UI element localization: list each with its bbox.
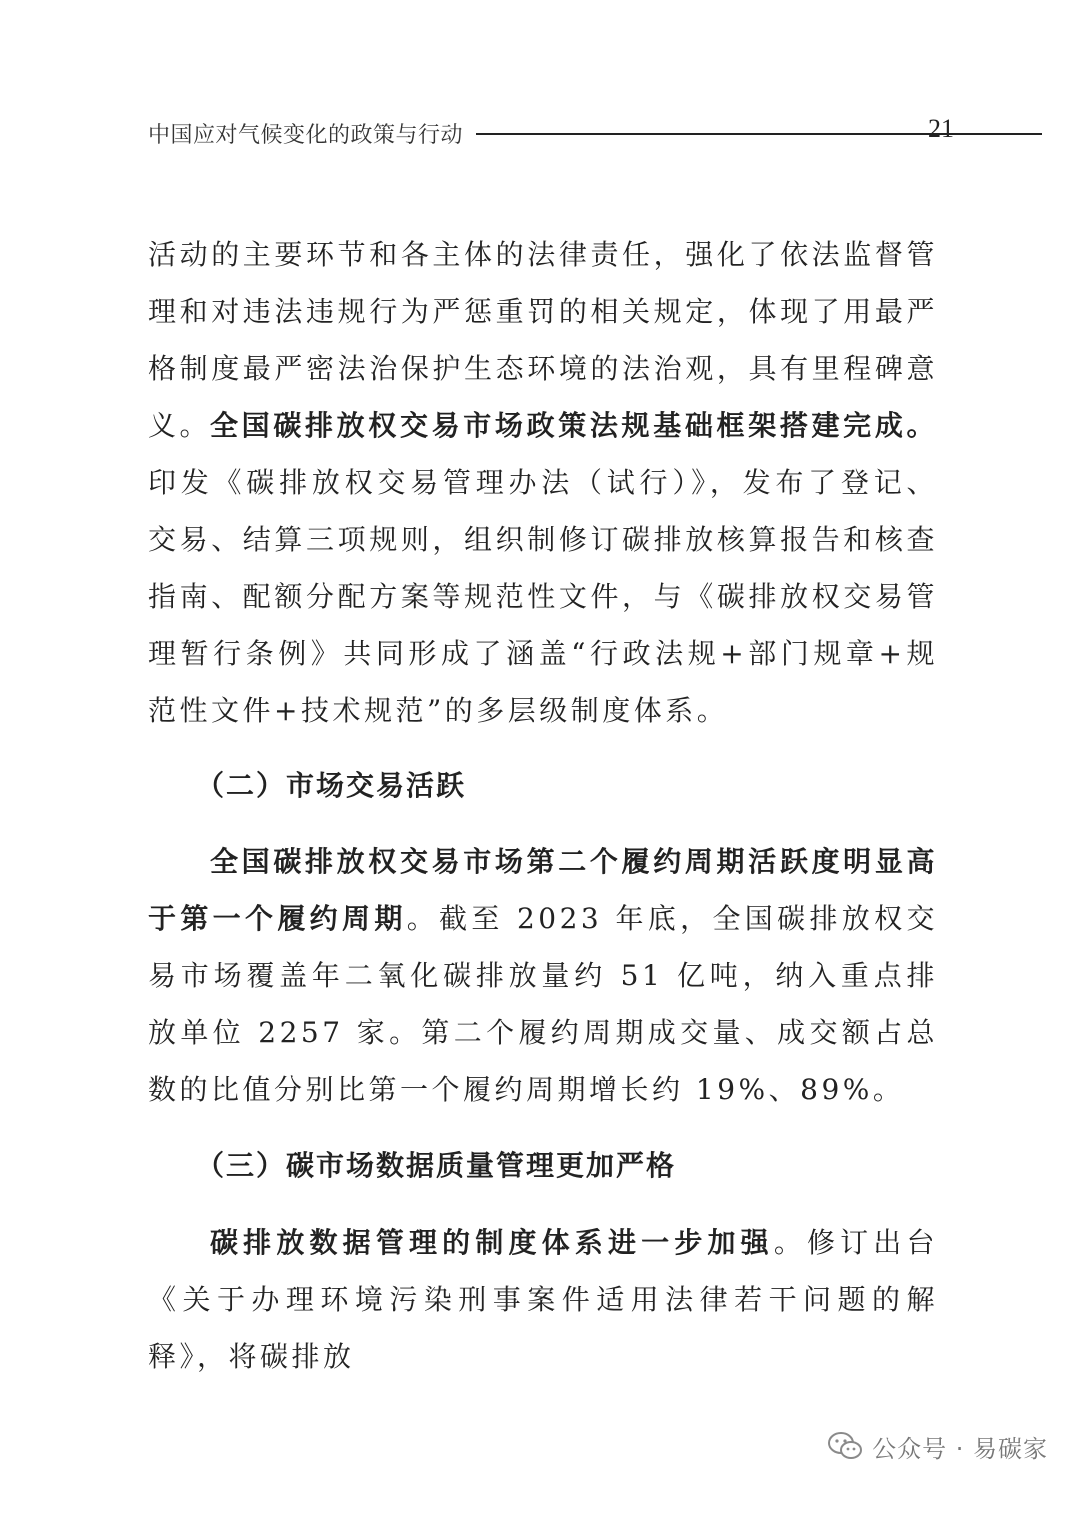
paragraph-2 <box>148 397 938 739</box>
paragraph-2-lead: 全国碳排放权交易市场政策法规基础框架搭建完成。 <box>210 409 938 442</box>
paragraph-4-body: 。修订出台《关于办理环境污染刑事案件适用法律若干问题的解释》，将碳排放 <box>148 1226 938 1373</box>
running-title: 中国应对气候变化的政策与行动 <box>148 123 464 148</box>
section-heading-2: （二）市场交易活跃 <box>196 769 467 802</box>
paragraph-1: 活动的主要环节和各主体的法律责任，强化了依法监督管理和对违法违规行为严惩重罚的相关规定，体现了用最严格制度最严密法治保护生态环境的法治观，具有里程碑意义。 <box>148 238 938 442</box>
header-rule <box>476 133 1042 135</box>
paragraph-3 <box>148 833 938 1118</box>
page-number: 21 <box>928 114 954 143</box>
section-heading-3: （三）碳市场数据质量管理更加严格 <box>196 1149 677 1182</box>
page-header <box>148 112 958 156</box>
paragraph-3-lead: 全国碳排放权交易市场第二个履约周期活跃度明显高于第一个履约周期 <box>148 845 938 935</box>
paragraph-4-lead: 碳排放数据管理的制度体系进一步加强 <box>210 1226 774 1259</box>
paragraph-4 <box>148 1214 938 1385</box>
paragraph-3-body: 。截至 2023 年底，全国碳排放权交易市场覆盖年二氧化碳排放量约 51 亿吨，纳入重点排放单位 2257 家。第二个履约周期成交量、成交额占总数的比值分别比第一个履约周期增长约 19%、89%。 <box>148 902 938 1106</box>
wechat-icon <box>828 1432 862 1460</box>
watermark <box>828 1426 1048 1466</box>
watermark-text: 公众号 · 易碳家 <box>872 1434 1048 1463</box>
paragraph-2-body: 印发《碳排放权交易管理办法（试行）》，发布了登记、交易、结算三项规则，组织制修订碳排放核算报告和核查指南、配额分配方案等规范性文件，与《碳排放权交易管理暂行条例》共同形成了涵盖“行政法规+部门规章+规范性文件+技术规范”的多层级制度体系。 <box>148 466 938 727</box>
